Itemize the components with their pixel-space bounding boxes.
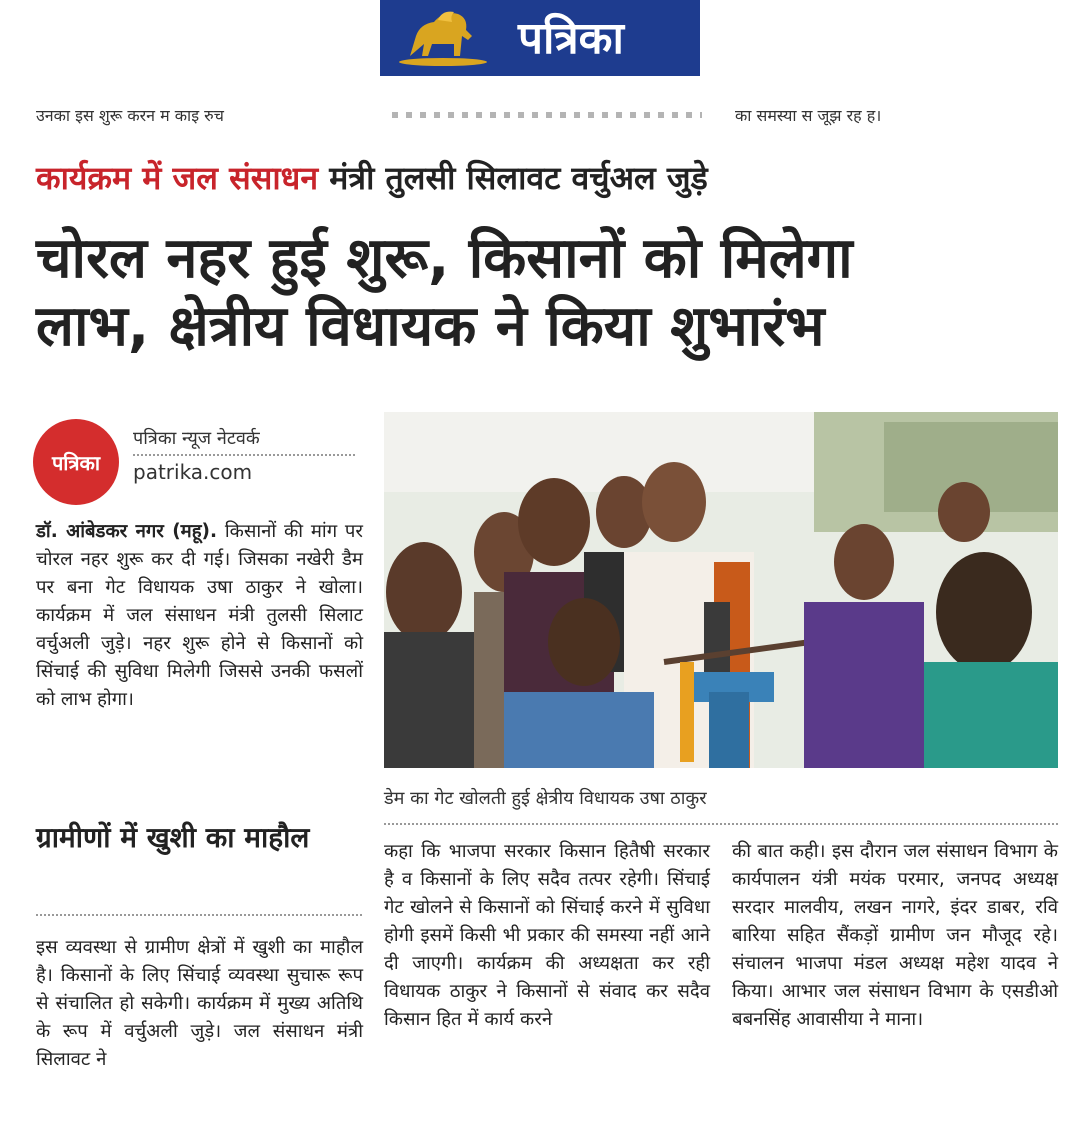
- byline-network: पत्रिका न्यूज नेटवर्क: [133, 428, 260, 449]
- lion-logo-icon: [398, 6, 488, 68]
- kicker: [36, 156, 708, 199]
- column-2-text: कहा कि भाजपा सरकार किसान हितैषी सरकार है व किसानों के लिए सदैव तत्पर रहेगी। सिंचाई गेट खोलने से किसानों को सिंचाई करने में सुविधा होगी इसमें किसी भी प्रकार की समस्या नहीं आने दी जाएगी। कार्यक्रम की अध्यक्षता कर रही विधायक ठाकुर ने किसानों से संवाद कर सदैव किसान हित में कार्य करने: [384, 841, 710, 1030]
- headline: [36, 225, 1066, 361]
- masthead: [380, 0, 700, 76]
- top-cut-left: उनका इस शुरू करन म काइ रुच: [36, 106, 224, 125]
- byline-website: patrika.com: [133, 460, 253, 484]
- byline-divider: [133, 454, 355, 456]
- masthead-title: पत्रिका: [518, 13, 624, 64]
- column-1-text: इस व्यवस्था से ग्रामीण क्षेत्रों में खुशी का माहौल है। किसानों के लिए सिंचाई व्यवस्था सुचारू रूप से संचालित हो सकेगी। कार्यक्रम में मुख्य अतिथि के रूप में वर्चुअली जुड़े। जल संसाधन मंत्री सिलावट ने: [36, 937, 363, 1070]
- intro-text: किसानों की मांग पर चोरल नहर शुरू कर दी गई। जिसका नखेरी डैम पर बना गेट विधायक उषा ठाकुर ने खोला। कार्यक्रम में जल संसाधन मंत्री तुलसी सिलाट वर्चुअली जुड़े। नहर शुरू होने से किसानों को सिंचाई की सुविधा मिलेगी जिससे उनकी फसलों को लाभ होगा।: [36, 521, 363, 710]
- column-3-text: की बात कही। इस दौरान जल संसाधन विभाग के कार्यपालन यंत्री मयंक परमार, जनपद अध्यक्ष सरदार मालवीय, लखन नागरे, इंदर डाबर, रवि बारिया सहित सैंकड़ों ग्रामीण जन मौजूद रहे। संचालन भाजपा मंडल अध्यक्ष महेश यादव ने किया। आभार जल संसाधन विभाग के एसडीओ बबनसिंह आवासीया ने माना।: [732, 841, 1058, 1030]
- kicker-black: मंत्री तुलसी सिलावट वर्चुअल जुड़े: [318, 159, 708, 197]
- dateline: डॉ. आंबेडकर नगर (महू).: [36, 521, 218, 542]
- subhead: ग्रामीणों में खुशी का माहौल: [36, 821, 310, 854]
- headline-line-1: चोरल नहर हुई शुरू, किसानों को मिलेगा: [36, 226, 853, 291]
- headline-line-2: लाभ, क्षेत्रीय विधायक ने किया शुभारंभ: [36, 294, 825, 359]
- photo-caption: डेम का गेट खोलती हुई क्षेत्रीय विधायक उषा ठाकुर: [384, 788, 707, 809]
- caption-divider: [384, 823, 1058, 825]
- subhead-divider: [36, 914, 362, 916]
- top-cut-right: का समस्या स जूझ रह ह।: [735, 106, 882, 125]
- blurred-text: [392, 112, 702, 118]
- kicker-red: कार्यक्रम में जल संसाधन: [36, 159, 319, 197]
- intro-paragraph: [36, 518, 363, 714]
- news-photo: [384, 412, 1058, 768]
- patrika-logo: पत्रिका: [33, 419, 119, 505]
